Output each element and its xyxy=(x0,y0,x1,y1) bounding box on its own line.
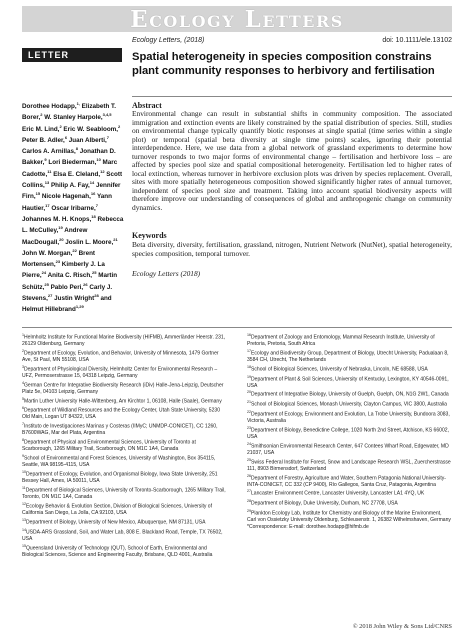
affiliation-item xyxy=(247,332,452,347)
author-name: Marc Cadotte, xyxy=(22,159,118,178)
affiliation-number: 8 xyxy=(22,438,24,443)
affiliations-divider xyxy=(22,327,452,328)
author-name: Kimberly J. La Pierre, xyxy=(22,261,105,280)
affiliation-number: 27 xyxy=(247,489,251,494)
affiliation-item xyxy=(247,409,452,424)
affiliation-item xyxy=(247,498,452,507)
affiliation-text: Department of Biological Sciences, University of Toronto-Scarborough, 1265 Military Trail, Toronto, ON M1C 1A4, Canada xyxy=(22,487,226,501)
affiliation-number: 14 xyxy=(22,527,26,532)
affiliation-text: German Centre for Integrative Biodiversity Research (iDiv) Halle-Jena-Leipzig, Deutscher Platz 5e, 04103 Leipzig, Germany xyxy=(22,382,224,395)
affiliation-text: Department of Biology, Duke University, Durham, NC 27708, USA xyxy=(251,500,398,507)
affiliation-item xyxy=(247,473,452,488)
author-name: Elsa E. Cleland, xyxy=(53,170,101,178)
affiliation-number: 24 xyxy=(247,441,251,446)
affiliation-item xyxy=(22,405,227,420)
affiliation-item xyxy=(247,524,452,530)
affiliation-item xyxy=(22,332,227,347)
affiliation-item xyxy=(247,488,452,497)
affiliation-item xyxy=(247,441,452,456)
author-affiliation-marker: 23 xyxy=(55,259,61,265)
author-name: Eric M. Lind, xyxy=(22,125,60,133)
author-name: Philip A. Fay, xyxy=(50,182,90,190)
author-affiliation-marker: 27 xyxy=(47,293,53,299)
author-affiliation-marker: 2 xyxy=(59,123,62,129)
author-name: Juan Alberti, xyxy=(68,136,107,144)
author-affiliation-marker: 12 xyxy=(100,168,105,174)
copyright-notice: © 2018 John Wiley & Sons Ltd/CNRS xyxy=(352,623,452,630)
affiliation-item xyxy=(22,348,227,363)
author-name: Martin Schütz, xyxy=(22,272,118,291)
affiliation-text: Instituto de Investigaciones Marinas y Costeras (IIMyC; UNMDP-CONICET), CC 1260, B7600WAG, Mar del Plata, Argentina xyxy=(22,424,218,437)
affiliation-text: Department of Biology, University of New Mexico, Albuquerque, NM 87131, USA xyxy=(26,519,206,526)
affiliation-text: Plankton Ecology Lab, Institute for Chemistry and Biology of the Marine Environment, Carl von Ossietzky University Oldenburg, Schleusenstr. 1, 26382 Wilhelmshaven, Germany xyxy=(247,510,451,523)
affiliation-number: 18 xyxy=(247,364,251,369)
affiliation-number: 4 xyxy=(22,380,24,385)
affiliation-number: 28 xyxy=(247,499,251,504)
author-affiliation-marker: 25 xyxy=(44,281,49,287)
author-affiliation-marker: 9 xyxy=(44,157,47,163)
abstract-heading: Abstract xyxy=(132,101,162,110)
abstract-text: Environmental change can result in substantial shifts in community composition. The associated immigration and extinction events are likely constrained by the spatial distribution of species. Still, studies on environmental change typically quantify biotic responses at single spatial (time series within a single plot) or temporal (spatial beta diversity at single time points) scales, ignoring their potential interdependence. Here, we use data from a global network of grassland experiments to determine how turnover responds to two major forms of environmental change – fertilisation and herbivore loss – are affected by species pool size and spatial compositional heterogeneity. Fertilisation led to higher rates of local extinction, whereas turnover in herbivore exclusion plots was driven by species replacement. Overall, sites with more spatially heterogeneous composition showed significantly higher rates of annual turnover, independent of species pool size and treatment. Taking into account spatial biodiversity aspects will therefore improve our understanding of consequences of global and anthropogenic change on community dynamics. xyxy=(132,109,452,213)
affiliation-text: Department of Ecology, Evolution, and Organismal Biology, Iowa State University, 251 Bessey Hall, Ames, IA 50011, USA xyxy=(22,471,218,485)
affiliation-text: Swiss Federal Institute for Forest, Snow and Landscape Research WSL, Zuercherstrasse 111, 8903 Birmensdorf, Switzerland xyxy=(247,459,451,472)
affiliation-number: 20 xyxy=(247,390,251,395)
author-name: Brent Mortensen, xyxy=(22,249,96,269)
author-affiliation-marker: 2 xyxy=(118,123,121,129)
affiliation-number: 22 xyxy=(247,409,251,414)
affiliation-item xyxy=(22,437,227,452)
affiliation-item xyxy=(22,543,227,558)
affiliation-item xyxy=(22,501,227,516)
author-affiliation-marker: 24 xyxy=(41,270,47,276)
affiliation-text: Department of Ecology, Environment and Evolution, La Trobe University, Bundoora 3083, Victoria, Australia xyxy=(247,411,450,424)
affiliation-text: Department of Integrative Biology, University of Guelph, Guelph, ON, N1G 2W1, Canada xyxy=(251,392,449,399)
affiliation-text: Ecology and Biodiversity Group, Department of Biology, Utrecht University, Padualaan 8, 3584 CH, Utrecht, The Netherlands xyxy=(247,350,449,363)
affiliation-number: 1 xyxy=(22,333,24,337)
affiliation-text: School of Environmental and Forest Sciences, University of Washington, Box 354115, Seattle, WA 98195-4115, USA xyxy=(22,455,216,469)
keywords-heading: Keywords xyxy=(132,231,167,240)
author-affiliation-marker: 14 xyxy=(89,180,95,186)
article-title: Spatial heterogeneity in species composition constrains plant community responses to herbivory and fertilisation xyxy=(132,51,435,77)
affiliation-text: Lancaster Environment Centre, Lancaster University, Lancaster LA1 4YQ, UK xyxy=(251,491,425,498)
affiliation-text: Helmholtz Institute for Functional Marine Biodiversity (HIFMB), Ammerländer Heerstr. 231, 26129 Oldenburg, Germany xyxy=(22,334,226,348)
title-divider xyxy=(132,96,452,97)
affiliation-item xyxy=(22,396,227,405)
article-type-badge: LETTER xyxy=(22,48,122,62)
author-name: Lori Biederman, xyxy=(48,159,97,167)
author-name: and Helmut Hillebrand xyxy=(22,295,112,314)
author-affiliation-marker: 8 xyxy=(75,146,79,152)
affiliation-text: Department of Physical and Environmental Sciences, University of Toronto at Scarborough, 1265 Military Trail, Scarborough, ON M1C 1A4, Canada xyxy=(22,440,196,453)
affiliation-text: Department of Forestry, Agriculture and Water, Southern Patagonia National University-INTA-CONICET, CC 332 (CP 9400), Río Gallegos, Santa Cruz, Patagonia, Argentina xyxy=(247,475,446,488)
author-list xyxy=(22,100,124,315)
affiliation-text: Martin Luther University Halle-Wittenberg, Am Kirchtor 1, 06108, Halle (Saale), Germany xyxy=(24,398,222,405)
affiliation-item xyxy=(247,399,452,408)
affiliation-item xyxy=(247,425,452,440)
affiliation-item xyxy=(22,469,227,484)
author-name: Carly J. Stevens, xyxy=(22,283,113,303)
author-name: Carlos A. Arnillas, xyxy=(22,148,76,156)
affiliation-item xyxy=(247,374,452,389)
affiliation-number: 7 xyxy=(22,422,24,427)
affiliations-right-column xyxy=(247,332,452,531)
author-affiliation-marker: 3,4,5 xyxy=(102,112,112,118)
author-affiliation-marker: 18 xyxy=(91,213,96,219)
affiliation-item xyxy=(22,421,227,436)
affiliation-number: 23 xyxy=(247,425,251,430)
affiliation-text: Queensland University of Technology (QUT), School of Earth, Environmental and Biological Sciences, Science and Engineering Faculty, Brisbane, QLD 4001, Australia xyxy=(22,545,213,558)
affiliation-item xyxy=(22,527,227,542)
affiliation-number: 19 xyxy=(247,374,251,379)
author-name: Peter B. Adler, xyxy=(22,136,65,144)
journal-info xyxy=(132,37,452,44)
affiliation-number: 15 xyxy=(22,543,26,548)
affiliation-number: 5 xyxy=(22,396,24,401)
author-affiliation-marker: 19 xyxy=(58,225,63,231)
affiliation-text: Department of Wildland Resources and the Ecology Center, Utah State University, 5230 Old Main, Logan UT 84322, USA xyxy=(22,408,220,421)
affiliation-item xyxy=(22,364,227,379)
affiliation-number: 25 xyxy=(247,457,251,462)
affiliation-number: 2 xyxy=(22,348,24,353)
author-name: Jonathan D. Bakker, xyxy=(22,148,116,167)
author-affiliation-marker: 25 xyxy=(92,270,97,276)
affiliation-number: 10 xyxy=(22,470,26,475)
affiliation-text: School of Biological Sciences, University of Nebraska, Lincoln, NE 68588, USA xyxy=(251,366,428,373)
author-affiliation-marker: 15 xyxy=(35,191,41,197)
affiliations-left-column xyxy=(22,332,227,559)
author-affiliation-marker: 28 xyxy=(94,293,99,299)
author-name: Andrew MacDougall, xyxy=(22,227,88,246)
author-affiliation-marker: 2 xyxy=(40,112,43,118)
journal-name: Ecology Letters xyxy=(130,5,344,33)
author-name: John W. Morgan, xyxy=(22,249,73,257)
affiliation-number: 12 xyxy=(22,502,26,507)
author-affiliation-marker: 7 xyxy=(95,202,98,208)
journal-citation: Ecology Letters, (2018) xyxy=(132,37,205,44)
affiliation-number: 29 xyxy=(247,508,251,513)
affiliation-item xyxy=(22,380,227,395)
affiliation-item xyxy=(247,457,452,472)
author-affiliation-marker: 10 xyxy=(96,157,101,163)
affiliation-text: Smithsonian Environmental Research Center, 647 Contees Wharf Road, Edgewater, MD 21037, USA xyxy=(247,443,449,456)
author-name: Dorothee Hodapp, xyxy=(22,103,77,111)
author-affiliation-marker: 13 xyxy=(44,180,50,186)
doi: doi: 10.1111/ele.13102 xyxy=(382,37,452,44)
author-name: Johannes M. H. Knops, xyxy=(22,216,92,224)
affiliation-item xyxy=(22,517,227,526)
author-name: Elizabeth T. Borer, xyxy=(22,103,116,122)
author-affiliation-marker: 16 xyxy=(90,191,96,197)
author-name: Eric W. Seabloom, xyxy=(63,125,119,133)
author-name: Oscar Iribarne, xyxy=(51,204,96,212)
author-affiliation-marker: 11 xyxy=(47,168,52,174)
author-affiliation-marker: 17 xyxy=(45,202,50,208)
author-affiliation-marker: 20 xyxy=(59,236,64,242)
affiliation-item xyxy=(22,453,227,468)
affiliation-item xyxy=(247,508,452,523)
affiliation-number: 21 xyxy=(247,400,251,405)
author-affiliation-marker: 6 xyxy=(64,134,68,140)
affiliation-text: School of Biological Sciences, Monash University, Clayton Campus, VIC 3800, Australia xyxy=(251,401,447,408)
author-name: Joslin L. Moore, xyxy=(65,238,114,246)
author-affiliation-marker: 22 xyxy=(72,247,77,253)
affiliation-number: 26 xyxy=(247,473,251,478)
affiliation-number: 9 xyxy=(22,454,24,459)
affiliation-text: Department of Plant & Soil Sciences, University of Kentucky, Lexington, KY 40546-0091, USA xyxy=(247,376,449,389)
author-name: Scott Collins, xyxy=(22,170,123,190)
citation-line: Ecology Letters (2018) xyxy=(132,269,201,278)
author-name: Justin Wright xyxy=(54,295,95,303)
affiliation-item xyxy=(247,348,452,363)
author-name: Jennifer Firn, xyxy=(22,182,121,201)
author-name: Rebecca L. McCulley, xyxy=(22,216,124,235)
affiliation-number: 13 xyxy=(22,518,26,523)
author-affiliation-marker: 1,29 xyxy=(75,304,84,310)
affiliation-text: Department of Ecology, Evolution, and Behavior, University of Minnesota, 1479 Gortner Ave, St Paul, MN 55108, USA xyxy=(22,350,219,363)
affiliation-item xyxy=(247,364,452,373)
affiliation-item xyxy=(22,485,227,500)
affiliation-text: Ecology Behavior & Evolution Section, Division of Biological Sciences, University of California San Diego, La Jolla, CA 92103, USA xyxy=(22,503,212,517)
affiliation-number: 16 xyxy=(247,333,251,337)
author-affiliation-marker: 1, xyxy=(76,101,80,106)
affiliation-text: Department of Physiological Diversity, Helmholtz Center for Environmental Research – UFZ, Permoserstrasse 15, 04318 Leipzig, Germany xyxy=(22,366,218,379)
affiliation-number: 11 xyxy=(22,486,26,491)
author-affiliation-marker: 7 xyxy=(106,134,109,140)
author-affiliation-marker: 26 xyxy=(83,281,88,287)
keywords-text: Beta diversity, diversity, fertilisation, grassland, nitrogen, Nutrient Network (NutNet), spatial heterogeneity, species composition, temporal turnover. xyxy=(132,240,452,258)
author-name: Pablo Peri, xyxy=(50,283,84,291)
affiliation-text: Department of Zoology and Entomology, Mammal Research Institute, University of Pretoria, Pretoria, South Africa xyxy=(247,334,435,348)
affiliation-number: 3 xyxy=(22,364,24,369)
author-name: Anita C. Risch, xyxy=(47,272,93,280)
author-name: Nicole Hagenah, xyxy=(41,193,91,201)
affiliation-number: 6 xyxy=(22,406,24,411)
affiliation-text: *Correspondence: E-mail: dorothee.hodapp@hifmb.de xyxy=(247,523,369,530)
author-name: Yann Hautier, xyxy=(22,193,113,212)
affiliation-item xyxy=(247,389,452,398)
author-name: W. Stanley Harpole, xyxy=(44,114,103,122)
journal-banner xyxy=(22,6,452,32)
affiliation-number: 17 xyxy=(247,348,251,353)
author-affiliation-marker: 21 xyxy=(113,236,118,242)
affiliation-text: Department of Biology, Benedictine College, 1020 North 2nd Street, Atchison, KS 66002, USA xyxy=(247,427,449,440)
affiliation-text: USDA-ARS Grassland, Soil, and Water Lab, 808 E. Blackland Road, Temple, TX 76502, USA xyxy=(22,529,223,542)
